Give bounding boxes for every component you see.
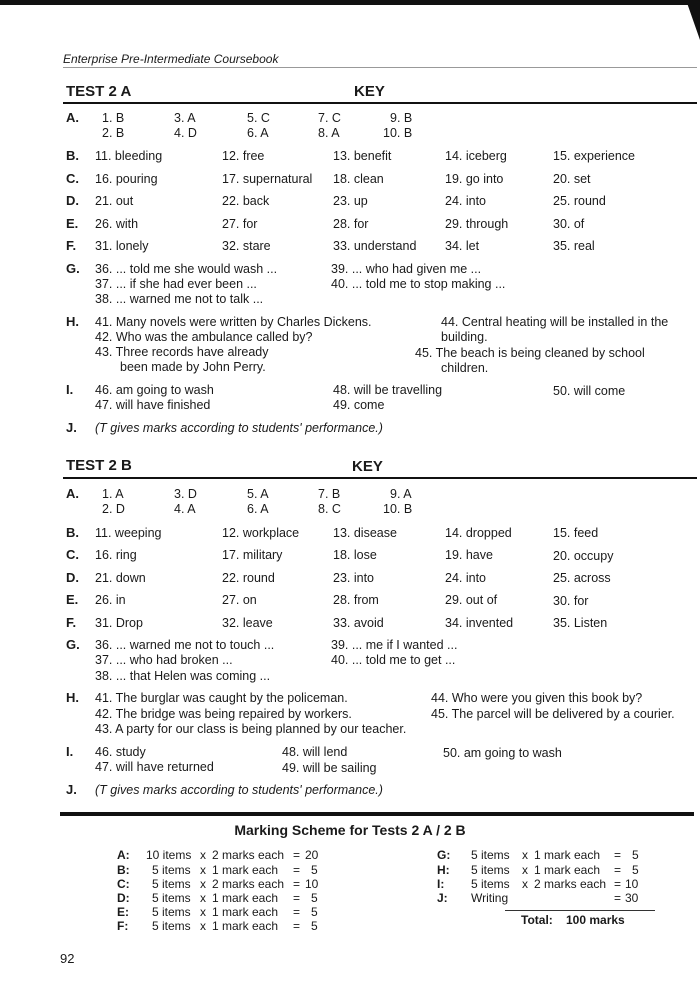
answer: 23. up	[333, 194, 368, 208]
answer: 34. invented	[445, 616, 514, 630]
answer: 14. iceberg	[445, 149, 507, 163]
answer: 46. am going to wash	[95, 383, 214, 397]
answer: 40. ... told me to get ...	[331, 653, 456, 667]
answer: building.	[441, 330, 488, 344]
answer: 24. into	[445, 194, 487, 208]
test-b-rule	[63, 477, 697, 479]
ms-value: 5	[311, 863, 318, 877]
answer: 50. am going to wash	[443, 746, 562, 760]
ms-marks: 1 mark each	[212, 919, 279, 933]
section-label: A.	[66, 486, 79, 501]
section-label: G.	[66, 261, 80, 276]
ms-eq: =	[614, 877, 622, 891]
answer: 37. ... if she had ever been ...	[95, 277, 257, 291]
answer: 49. come	[333, 398, 385, 412]
answer-note: (T gives marks according to students' performance.)	[95, 421, 383, 435]
answer: 47. will have returned	[95, 760, 214, 774]
ms-marks: 2 marks each	[212, 877, 285, 891]
answer: 5. A	[247, 487, 269, 501]
answer: 12. workplace	[222, 526, 300, 540]
answer: 32. stare	[222, 239, 271, 253]
answer: 26. in	[95, 593, 126, 607]
answer: 2. B	[102, 126, 125, 140]
answer: 15. feed	[553, 526, 599, 540]
answer: 20. set	[553, 172, 591, 186]
section-label: H.	[66, 690, 79, 705]
ms-eq: =	[293, 905, 301, 919]
answer: 11. weeping	[95, 526, 162, 540]
ms-value: 20	[305, 848, 319, 862]
section-label: D.	[66, 570, 79, 585]
section-label: E.	[66, 216, 79, 231]
ms-x: x	[200, 919, 206, 933]
section-label: B.	[66, 525, 79, 540]
answer: 42. Who was the ambulance called by?	[95, 330, 313, 344]
answer: 20. occupy	[553, 549, 614, 563]
ms-x: x	[200, 905, 206, 919]
answer: 4. A	[174, 502, 196, 516]
section-label: E.	[66, 592, 79, 607]
answer: 26. with	[95, 217, 139, 231]
answer: 7. C	[318, 111, 341, 125]
answer: 17. supernatural	[222, 172, 313, 186]
section-label: J.	[66, 420, 77, 435]
answer: 25. round	[553, 194, 606, 208]
ms-x: x	[522, 863, 528, 877]
ms-marks: 1 mark each	[212, 905, 279, 919]
answer: 1. B	[102, 111, 125, 125]
ms-letter: H:	[437, 863, 450, 877]
ms-x: x	[522, 877, 528, 891]
ms-items: 5 items	[152, 891, 191, 905]
answer: 16. pouring	[95, 172, 158, 186]
answer: 9. B	[390, 111, 413, 125]
ms-eq: =	[293, 863, 301, 877]
ms-value: 5	[311, 905, 318, 919]
header-divider	[63, 67, 697, 68]
ms-marks: 1 mark each	[212, 863, 279, 877]
ms-eq: =	[614, 863, 622, 877]
section-label: C.	[66, 171, 79, 186]
answer: 17. military	[222, 548, 283, 562]
answer: 11. bleeding	[95, 149, 163, 163]
answer: 43. A party for our class is being planned by our teacher.	[95, 722, 407, 736]
section-label: H.	[66, 314, 79, 329]
ms-eq: =	[293, 877, 301, 891]
ms-value: 30	[625, 891, 639, 905]
section-label: F.	[66, 238, 77, 253]
answer: 36. ... told me she would wash ...	[95, 262, 278, 276]
answer: 2. D	[102, 502, 125, 516]
answer: 22. round	[222, 571, 275, 585]
section-label: G.	[66, 637, 80, 652]
ms-eq: =	[293, 919, 301, 933]
answer: 21. out	[95, 194, 134, 208]
marking-divider	[60, 812, 694, 816]
total-divider	[505, 910, 655, 911]
answer: 1. A	[102, 487, 124, 501]
answer: 7. B	[318, 487, 341, 501]
answer: 10. B	[383, 126, 413, 140]
answer: 27. on	[222, 593, 257, 607]
ms-items: 5 items	[471, 848, 510, 862]
answer: been made by John Perry.	[120, 360, 266, 374]
ms-items: 5 items	[152, 919, 191, 933]
answer: 18. lose	[333, 548, 377, 562]
top-border	[0, 0, 700, 5]
answer: 48. will be travelling	[333, 383, 443, 397]
page-number: 92	[60, 951, 75, 966]
answer: 23. into	[333, 571, 375, 585]
answer: 46. study	[95, 745, 146, 759]
ms-marks: 2 marks each	[534, 877, 607, 891]
answer: 4. D	[174, 126, 197, 140]
answer: 35. Listen	[553, 616, 608, 630]
ms-marks: 1 mark each	[534, 848, 601, 862]
ms-value: 5	[632, 848, 639, 862]
section-label: D.	[66, 193, 79, 208]
answer: 16. ring	[95, 548, 137, 562]
section-label: I.	[66, 744, 74, 759]
ms-letter: A:	[117, 848, 130, 862]
answer: 34. let	[445, 239, 480, 253]
answer: 42. The bridge was being repaired by workers.	[95, 707, 352, 721]
answer: 41. The burglar was caught by the policeman.	[95, 691, 348, 705]
answer: 37. ... who had broken ...	[95, 653, 233, 667]
test-a-key: KEY	[354, 83, 385, 100]
ms-x: x	[522, 848, 528, 862]
page-corner	[686, 0, 700, 40]
ms-letter: F:	[117, 919, 129, 933]
section-label: I.	[66, 382, 74, 397]
book-title: Enterprise Pre-Intermediate Coursebook	[63, 52, 279, 66]
answer: children.	[441, 361, 489, 375]
answer: 15. experience	[553, 149, 636, 163]
ms-marks: 1 mark each	[212, 891, 279, 905]
answer: 33. understand	[333, 239, 417, 253]
ms-letter: C:	[117, 877, 130, 891]
ms-value: 5	[311, 891, 318, 905]
answer: 18. clean	[333, 172, 384, 186]
ms-x: x	[200, 848, 206, 862]
answer: 9. A	[390, 487, 412, 501]
ms-items: 5 items	[152, 863, 191, 877]
ms-x: x	[200, 877, 206, 891]
answer: 19. have	[445, 548, 493, 562]
section-label: F.	[66, 615, 77, 630]
answer: 47. will have finished	[95, 398, 211, 412]
answer: 44. Central heating will be installed in the	[441, 315, 669, 329]
ms-eq: =	[614, 848, 622, 862]
answer: 41. Many novels were written by Charles Dickens.	[95, 315, 372, 329]
answer: 36. ... warned me not to touch ...	[95, 638, 275, 652]
answer: 39. ... who had given me ...	[331, 262, 482, 276]
answer: 13. benefit	[333, 149, 392, 163]
ms-letter: D:	[117, 891, 130, 905]
answer: 39. ... me if I wanted ...	[331, 638, 458, 652]
answer: 38. ... warned me not to talk ...	[95, 292, 264, 306]
answer: 45. The parcel will be delivered by a courier.	[431, 707, 675, 721]
ms-value: 5	[311, 919, 318, 933]
ms-value: 10	[625, 877, 639, 891]
answer: 33. avoid	[333, 616, 384, 630]
ms-letter: I:	[437, 877, 445, 891]
answer: 43. Three records have already	[95, 345, 269, 359]
ms-value: 10	[305, 877, 319, 891]
answer: 45. The beach is being cleaned by school	[415, 346, 645, 360]
answer: 50. will come	[553, 384, 626, 398]
ms-eq: =	[293, 891, 301, 905]
answer: 32. leave	[222, 616, 273, 630]
section-label: B.	[66, 148, 79, 163]
answer: 8. A	[318, 126, 340, 140]
test-a-rule	[63, 102, 697, 104]
ms-x: x	[200, 863, 206, 877]
ms-letter: G:	[437, 848, 451, 862]
test-b-title: TEST 2 B	[66, 457, 132, 474]
ms-x: x	[200, 891, 206, 905]
ms-marks: 1 mark each	[534, 863, 601, 877]
answer: 40. ... told me to stop making ...	[331, 277, 506, 291]
answer: 44. Who were you given this book by?	[431, 691, 643, 705]
answer: 31. lonely	[95, 239, 149, 253]
section-label: A.	[66, 110, 79, 125]
answer: 8. C	[318, 502, 341, 516]
test-b-key: KEY	[352, 458, 383, 475]
ms-eq: =	[614, 891, 622, 905]
answer: 3. D	[174, 487, 197, 501]
answer: 27. for	[222, 217, 258, 231]
answer: 48. will lend	[282, 745, 348, 759]
answer-note: (T gives marks according to students' performance.)	[95, 783, 383, 797]
answer: 21. down	[95, 571, 146, 585]
ms-items: 10 items	[146, 848, 192, 862]
answer: 28. from	[333, 593, 379, 607]
answer: 14. dropped	[445, 526, 512, 540]
ms-letter: J:	[437, 891, 448, 905]
answer: 30. for	[553, 594, 589, 608]
answer: 5. C	[247, 111, 270, 125]
answer: 6. A	[247, 126, 269, 140]
answer: 35. real	[553, 239, 595, 253]
answer: 31. Drop	[95, 616, 143, 630]
ms-letter: E:	[117, 905, 129, 919]
answer: 28. for	[333, 217, 369, 231]
ms-items: 5 items	[152, 877, 191, 891]
test-a-title: TEST 2 A	[66, 83, 132, 100]
section-label: C.	[66, 547, 79, 562]
ms-items: 5 items	[471, 877, 510, 891]
answer: 10. B	[383, 502, 413, 516]
ms-value: 5	[632, 863, 639, 877]
ms-marks: 2 marks each	[212, 848, 285, 862]
total-value: 100 marks	[566, 913, 625, 927]
answer: 49. will be sailing	[282, 761, 377, 775]
answer: 12. free	[222, 149, 265, 163]
answer: 22. back	[222, 194, 270, 208]
answer: 30. of	[553, 217, 585, 231]
ms-letter: B:	[117, 863, 130, 877]
answer: 29. through	[445, 217, 509, 231]
ms-items: 5 items	[152, 905, 191, 919]
answer: 3. A	[174, 111, 196, 125]
answer: 6. A	[247, 502, 269, 516]
ms-items: Writing	[471, 891, 509, 905]
answer: 29. out of	[445, 593, 498, 607]
answer: 38. ... that Helen was coming ...	[95, 669, 271, 683]
answer: 25. across	[553, 571, 611, 585]
ms-eq: =	[293, 848, 301, 862]
section-label: J.	[66, 782, 77, 797]
answer: 13. disease	[333, 526, 397, 540]
ms-items: 5 items	[471, 863, 510, 877]
total-label: Total:	[521, 913, 553, 927]
marking-title: Marking Scheme for Tests 2 A / 2 B	[234, 822, 466, 838]
answer: 19. go into	[445, 172, 504, 186]
answer: 24. into	[445, 571, 487, 585]
